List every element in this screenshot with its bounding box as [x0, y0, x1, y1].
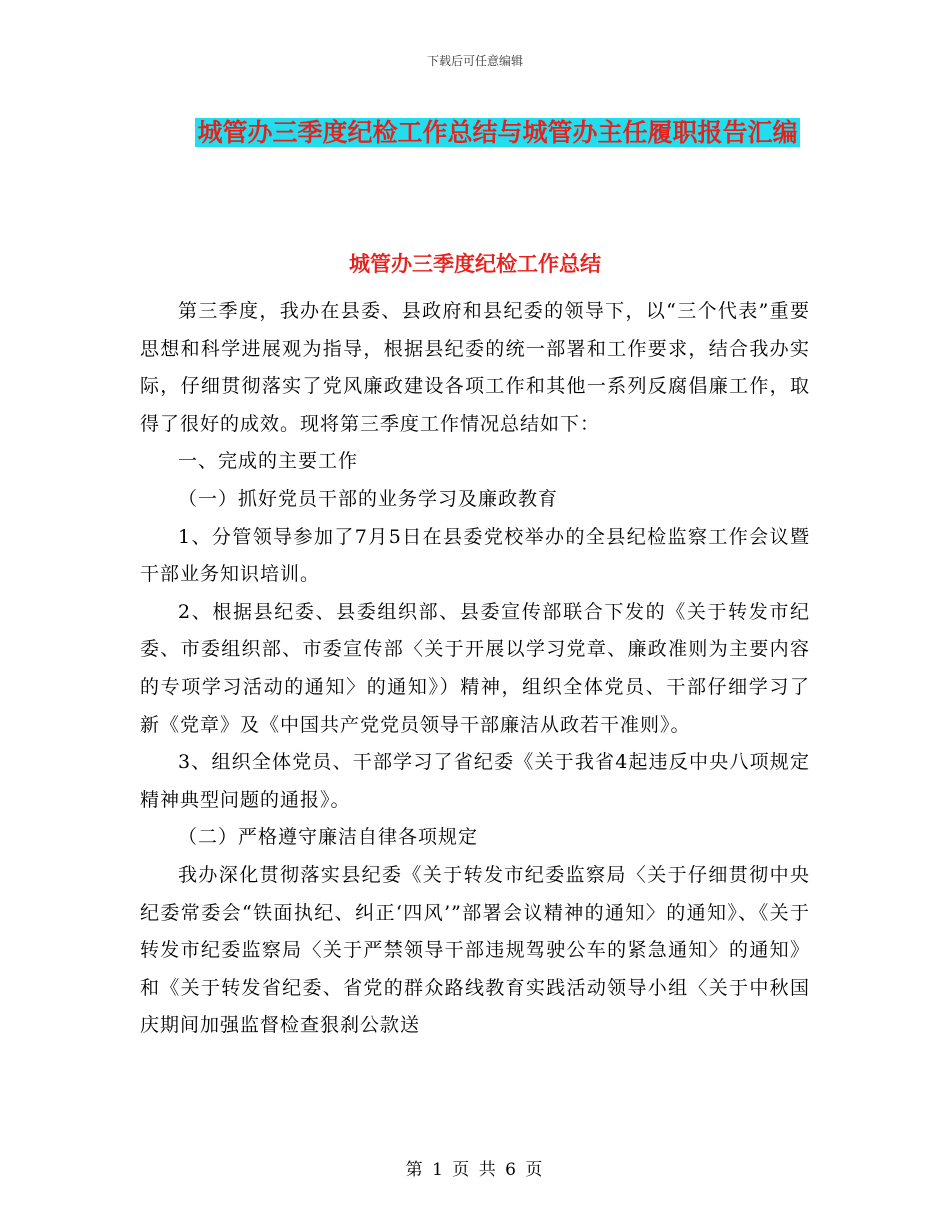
header-note: 下载后可任意编辑: [426, 54, 523, 68]
document-title: [190, 112, 805, 154]
paragraph-item-1: 1、分管领导参加了7月5日在县委党校举办的全县纪检监察工作会议暨干部业务知识培训。: [140, 525, 810, 586]
section-title: 城管办三季度纪检工作总结: [349, 252, 601, 276]
page-footer: 第 1 页 共 6 页: [405, 1160, 545, 1180]
document-title-text: 城管办三季度纪检工作总结与城管办主任履职报告汇编: [197, 118, 798, 147]
document-body: [140, 293, 810, 1045]
paragraph-intro: 第三季度，我办在县委、县政府和县纪委的领导下，以“三个代表”重要思想和科学进展观为指导，根据县纪委的统一部署和工作要求，结合我办实际，仔细贯彻落实了党风廉政建设各项工作和其他一系列反腐倡廉工作，取得了很好的成效。现将第三季度工作情况总结如下：: [140, 300, 810, 435]
subheading-self-discipline: （二）严格遵守廉洁自律各项规定: [178, 826, 479, 849]
subheading-study: （一）抓好党员干部的业务学习及廉政教育: [178, 487, 559, 510]
heading-main-work: 一、完成的主要工作: [178, 450, 359, 473]
paragraph-item-3: 3、组织全体党员、干部学习了省纪委《关于我省4起违反中央八项规定精神典型问题的通报》。: [140, 751, 810, 811]
paragraph-discipline: 我办深化贯彻落实县纪委《关于转发市纪委监察局〈关于仔细贯彻中央纪委常委会“铁面执纪、纠正‘四风’”部署会议精神的通知〉的通知》、《关于转发市纪委监察局〈关于严禁领导干部违规驾驶公车的紧急通知〉的通知》和《关于转发省纪委、省党的群众路线教育实践活动领导小组〈关于中秋国庆期间加强监督检查狠刹公款送: [140, 863, 810, 1037]
paragraph-item-2: 2、根据县纪委、县委组织部、县委宣传部联合下发的《关于转发市纪委、市委组织部、市委宣传部〈关于开展以学习党章、廉政准则为主要内容的专项学习活动的通知〉的通知》）精神，组织全体党员、干部仔细学习了新《党章》及《中国共产党党员领导干部廉洁从政若干准则》。: [140, 600, 810, 736]
